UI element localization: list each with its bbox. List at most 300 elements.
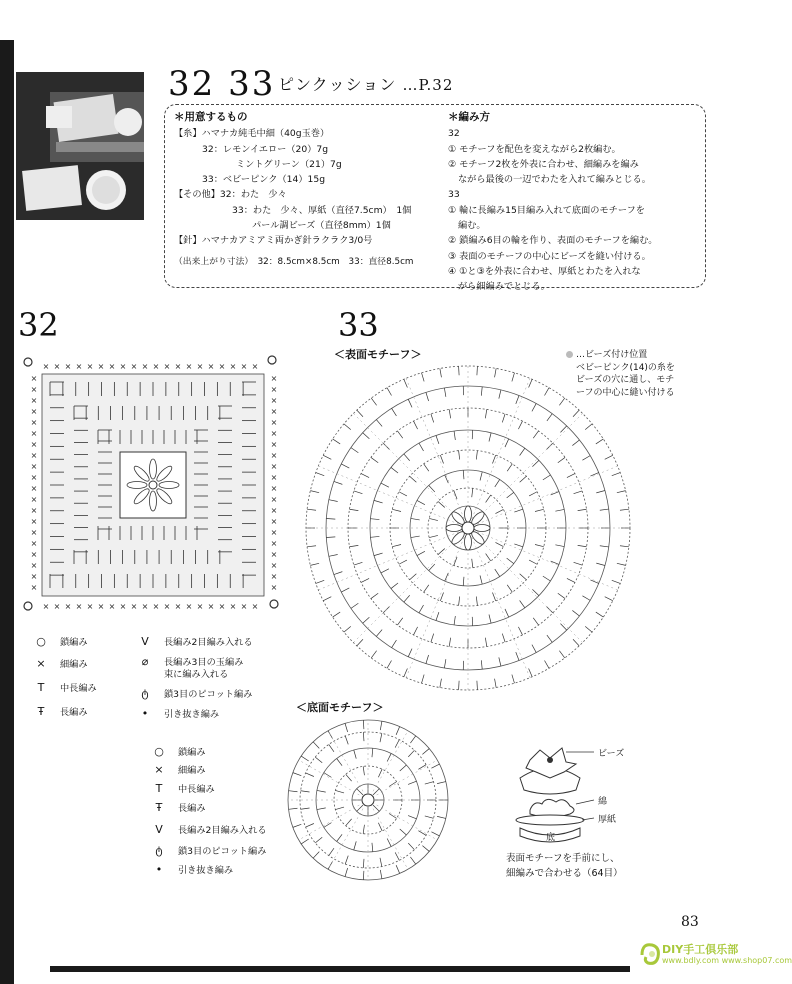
sc-mark: × xyxy=(119,602,127,611)
stitch-line xyxy=(426,392,429,401)
stitch-line xyxy=(376,420,382,427)
stitch-line xyxy=(518,421,522,429)
stitch-line xyxy=(316,580,324,583)
instruction-line: ④ ①と③を外表に合わせ、厚紙とわたを入れな xyxy=(448,265,641,277)
stitch-line xyxy=(585,424,592,430)
stitch-line xyxy=(547,635,552,642)
stitch-line xyxy=(532,460,539,466)
diagram-label-32: 32 xyxy=(18,306,59,344)
sc-mark: × xyxy=(97,602,105,611)
sc-mark: × xyxy=(207,362,215,371)
stitch-line xyxy=(459,681,460,690)
stitch-line xyxy=(345,868,348,877)
stitch-line xyxy=(573,410,579,417)
center-ring xyxy=(149,481,157,489)
sc-mark: × xyxy=(30,484,38,493)
instruction-line: ② 鎖編み6目の輪を作り、表面のモチーフを編む。 xyxy=(448,235,658,247)
stitch-line xyxy=(354,841,356,850)
stitch-line xyxy=(392,408,397,416)
stitch-line xyxy=(436,435,439,444)
sc-mark: × xyxy=(30,407,38,416)
spoke-line xyxy=(368,731,408,800)
sc-mark: × xyxy=(30,572,38,581)
stitch-line xyxy=(502,414,505,423)
stitch-line xyxy=(582,596,590,601)
stitch-line xyxy=(535,545,544,547)
sc-mark: × xyxy=(270,572,278,581)
stitch-line xyxy=(370,519,379,520)
stitch-line xyxy=(499,657,501,666)
stitch-line xyxy=(361,474,369,478)
stitch-line xyxy=(337,834,342,841)
sc-mark: × xyxy=(270,561,278,570)
materials-line: 【その他】32：わた 少々 xyxy=(174,189,287,201)
stitch-line xyxy=(378,769,382,777)
stitch-line xyxy=(436,612,439,621)
stitch-line xyxy=(424,464,429,471)
stitch-line xyxy=(532,645,536,653)
stitch-line xyxy=(329,554,338,556)
sc-mark: × xyxy=(270,374,278,383)
scan-margin xyxy=(0,0,750,40)
sc-mark: × xyxy=(270,451,278,460)
stitch-line xyxy=(344,626,351,632)
stitch-line xyxy=(520,574,527,580)
stitch-line xyxy=(459,596,460,605)
watermark xyxy=(640,937,792,981)
slip-stitch-symbol: • xyxy=(155,862,163,876)
materials-line: 【糸】ハマナカ純毛中細（40g玉巻） xyxy=(174,128,330,140)
stitch-line xyxy=(578,545,587,546)
spoke-line xyxy=(468,528,583,643)
stitch-line xyxy=(341,464,349,468)
watermark-url: www.bdly.com www.shop07.com xyxy=(662,956,792,965)
page-title: 32 33 xyxy=(168,64,276,104)
sc-mark: × xyxy=(119,362,127,371)
stitch-line xyxy=(516,395,519,403)
stitch-line xyxy=(477,366,478,375)
stitch-line xyxy=(440,679,442,688)
sc-mark: × xyxy=(75,362,83,371)
stitch-line xyxy=(529,560,537,564)
stitch-line xyxy=(520,476,527,482)
stitch-line xyxy=(404,595,410,602)
instruction-line: ① モチーフを配色を変えながら2枚編む。 xyxy=(448,143,621,155)
stitch-line xyxy=(437,816,446,818)
sc-mark: × xyxy=(75,602,83,611)
sc-mark: × xyxy=(270,506,278,515)
stitch-line xyxy=(351,603,358,608)
stitch-line xyxy=(572,610,579,616)
stitch-line xyxy=(372,748,373,757)
stitch-line xyxy=(371,457,378,462)
stitch-line xyxy=(301,839,309,844)
spoke-line xyxy=(368,800,408,869)
sc-mark: × xyxy=(30,506,38,515)
stitch-line xyxy=(417,551,425,555)
sc-mark: × xyxy=(174,362,182,371)
stitch-line xyxy=(391,467,398,473)
stitch-line xyxy=(307,509,316,510)
stitch-line xyxy=(363,859,364,868)
stitch-line xyxy=(349,545,358,546)
stitch-line xyxy=(617,491,626,493)
stitch-line xyxy=(505,609,509,617)
stitch-line xyxy=(310,491,319,493)
sc-mark: × xyxy=(64,602,72,611)
stitch-line xyxy=(381,483,389,487)
stitch-line xyxy=(507,464,512,471)
stitch-line xyxy=(480,576,482,585)
sc-mark: × xyxy=(30,539,38,548)
stitch-line xyxy=(585,626,592,632)
diagram-label-33: 33 xyxy=(338,306,379,344)
double-crochet-symbol: Ŧ xyxy=(155,800,163,814)
stitch-line xyxy=(399,560,407,564)
stitch-line xyxy=(301,808,310,809)
sc-mark: × xyxy=(240,362,248,371)
stitch-line xyxy=(444,659,445,668)
stitch-line xyxy=(495,542,503,546)
legend-32-a xyxy=(32,632,142,718)
top-motif-graphics xyxy=(306,366,630,690)
stitch-line xyxy=(567,578,575,582)
stitch-line xyxy=(600,509,609,510)
sc-mark: × xyxy=(30,550,38,559)
stitch-line xyxy=(371,593,378,598)
stitch-line xyxy=(408,750,414,757)
stitch-line xyxy=(486,495,491,502)
stitch-line xyxy=(555,545,564,547)
stitch-line xyxy=(620,509,629,510)
legend-label: 中長編み xyxy=(178,784,215,795)
stitch-line xyxy=(378,823,382,831)
stitch-line xyxy=(396,727,400,735)
stitch-line xyxy=(392,545,401,547)
sc-mark: × xyxy=(163,362,171,371)
stitch-line xyxy=(489,614,491,623)
assembly-diagram xyxy=(506,738,646,848)
stitch-line xyxy=(518,627,522,635)
stitch-line xyxy=(596,563,605,565)
stitch-line xyxy=(363,732,364,741)
stitch-line xyxy=(429,535,438,537)
sc-mark: × xyxy=(30,429,38,438)
stitch-line xyxy=(454,431,455,440)
materials-line: 33：わた 少々、厚紙（直径7.5cm） 1個 xyxy=(232,204,412,216)
petal-mark xyxy=(446,525,462,532)
two-double-symbol: V xyxy=(155,822,163,836)
stitch-line xyxy=(545,388,550,396)
sc-mark: × xyxy=(130,362,138,371)
sc-mark: × xyxy=(270,495,278,504)
bottom-motif-chart xyxy=(284,716,452,884)
materials-line: 32：レモンイエロー（20）7g xyxy=(202,143,329,155)
stitch-line xyxy=(617,563,626,565)
stitch-line xyxy=(596,612,604,617)
sc-mark: × xyxy=(30,495,38,504)
watermark-logo-icon xyxy=(640,941,662,967)
stitch-line xyxy=(357,639,363,646)
stitch-line xyxy=(345,856,348,864)
stitch-line xyxy=(354,750,356,759)
stitch-line xyxy=(558,457,565,462)
sc-mark: × xyxy=(270,583,278,592)
stitch-line xyxy=(572,440,579,446)
stitch-line xyxy=(463,577,464,586)
stitch-line xyxy=(387,661,392,669)
stitch-line xyxy=(507,585,512,592)
stitch-line xyxy=(301,756,309,761)
stitch-line xyxy=(495,679,497,688)
stitch-line xyxy=(422,749,429,755)
materials-line: 33：ベビーピンク（14）15g xyxy=(202,174,326,186)
picot-symbol: ტ xyxy=(141,686,149,700)
sc-mark: × xyxy=(196,362,204,371)
stitch-line xyxy=(507,558,514,564)
sc-mark: × xyxy=(270,473,278,482)
sc-mark: × xyxy=(53,362,61,371)
watermark-text: DIY手工俱乐部 xyxy=(662,943,739,956)
stitch-line xyxy=(532,403,536,411)
stitch-line xyxy=(410,857,415,864)
stitch-line xyxy=(600,546,609,547)
stitch-line xyxy=(529,379,533,387)
materials-line: 【針】ハマナカアミアミ両かぎ針ラクラク3/0号 xyxy=(174,235,373,247)
instruction-line: がら細編みでとじる。 xyxy=(458,281,550,293)
square-chart-graphics xyxy=(24,356,278,611)
sc-mark: × xyxy=(270,484,278,493)
picot-symbol: ტ xyxy=(155,843,163,857)
legend-label: 鎖編み xyxy=(60,637,88,648)
petal-mark xyxy=(474,525,490,532)
stitch-line xyxy=(334,481,343,484)
stitch-line xyxy=(449,409,450,418)
spoke-line xyxy=(468,528,618,590)
corner-chain-mark xyxy=(270,600,278,608)
stitch-line xyxy=(387,753,391,761)
stitch-line xyxy=(410,574,417,580)
sc-mark: × xyxy=(229,362,237,371)
sc-mark: × xyxy=(218,362,226,371)
stitch-line xyxy=(560,624,566,630)
legend-33 xyxy=(150,742,300,882)
instruction-line: ③ 表面のモチーフの中心にビーズを縫い付ける。 xyxy=(448,250,651,262)
stitch-line xyxy=(529,668,533,676)
stitch-line xyxy=(335,790,344,793)
stitch-line xyxy=(512,373,515,382)
sc-mark: × xyxy=(30,517,38,526)
legend-label: 中長編み xyxy=(60,683,97,694)
stitch-line xyxy=(543,475,551,480)
single-crochet-symbol: × xyxy=(36,656,46,670)
two-double-symbol: V xyxy=(141,634,149,648)
stitch-line xyxy=(329,744,334,751)
stitch-line xyxy=(371,398,376,405)
stitch-line xyxy=(326,537,335,538)
stitch-line xyxy=(417,500,425,504)
stitch-line xyxy=(486,554,491,561)
stitch-line xyxy=(422,675,425,684)
stitch-line xyxy=(399,492,407,496)
sc-mark: × xyxy=(185,602,193,611)
single-crochet-symbol: × xyxy=(154,762,164,776)
legend-label: 鎖3目のピコット編み xyxy=(178,846,267,857)
stitch-line xyxy=(547,414,552,421)
stitch-line xyxy=(306,824,314,828)
stitch-line xyxy=(454,616,455,625)
stitch-line xyxy=(337,759,342,766)
sc-mark: × xyxy=(30,583,38,592)
stitch-line xyxy=(532,589,539,595)
stitch-line xyxy=(380,721,382,730)
stitch-line xyxy=(574,562,583,565)
stitch-line xyxy=(485,409,486,418)
stitch-line xyxy=(408,649,412,657)
sc-mark: × xyxy=(240,602,248,611)
stitch-line xyxy=(429,485,435,492)
spoke-line xyxy=(328,800,368,869)
stitch-line xyxy=(426,655,429,664)
stitch-line xyxy=(410,736,415,743)
top-motif-chart xyxy=(298,358,638,698)
stitch-line xyxy=(499,390,501,399)
stitch-line xyxy=(596,439,604,444)
stitch-line xyxy=(392,509,401,511)
spoke-line xyxy=(468,466,618,528)
stitch-line xyxy=(463,470,464,479)
stitch-line xyxy=(529,492,537,496)
sc-mark: × xyxy=(108,362,116,371)
sc-mark: × xyxy=(64,362,72,371)
stitch-line xyxy=(514,544,523,547)
stitch-line xyxy=(408,781,416,784)
corner-chain-mark xyxy=(268,356,276,364)
legend-32-b xyxy=(136,632,286,722)
assembly-note-line: 細編みで合わせる（64目） xyxy=(506,868,623,879)
stitch-line xyxy=(485,638,486,647)
stitch-line xyxy=(380,870,382,879)
sc-mark: × xyxy=(30,561,38,570)
stitch-line xyxy=(514,509,523,512)
sc-mark: × xyxy=(185,362,193,371)
stitch-line xyxy=(438,549,445,555)
petal-mark xyxy=(150,491,157,511)
stitch-line xyxy=(429,564,435,571)
materials-line: パール調ビーズ（直径8mm）1個 xyxy=(252,220,391,232)
stitch-line xyxy=(495,569,500,577)
spoke-line xyxy=(368,800,437,840)
stitch-line xyxy=(392,640,397,648)
legend-label: 長編み xyxy=(178,803,206,814)
stitch-line xyxy=(419,605,424,613)
legend-label: 引き抜き編み xyxy=(164,709,220,720)
stitch-line xyxy=(370,536,379,537)
materials-heading: ＊用意するもの xyxy=(174,111,248,123)
sc-mark: × xyxy=(130,602,138,611)
stitch-line xyxy=(363,766,364,775)
stitch-line xyxy=(301,791,310,792)
bottom-motif-graphics xyxy=(288,720,448,880)
stitch-line xyxy=(408,816,416,819)
sc-mark: × xyxy=(30,440,38,449)
spoke-line xyxy=(318,528,468,590)
stitch-line xyxy=(605,597,613,601)
stitch-line xyxy=(411,536,420,537)
bead-note-line: ーフの中心に縫い付ける xyxy=(576,387,675,398)
stitch-line xyxy=(533,618,538,625)
stitch-line xyxy=(346,819,352,826)
sc-mark: × xyxy=(270,550,278,559)
finished-size-note: （出来上がり寸法） 32：8.5cm×8.5cm 33：直径8.5cm xyxy=(174,256,414,267)
stitch-line xyxy=(349,509,358,510)
stitch-line xyxy=(316,473,324,476)
stitch-line xyxy=(505,439,509,447)
stitch-line xyxy=(404,668,408,676)
stitch-line xyxy=(334,572,343,575)
assembly-illustration xyxy=(506,738,646,848)
stitch-line xyxy=(596,490,605,492)
half-double-symbol: T xyxy=(37,680,45,694)
stitch-line xyxy=(333,612,341,617)
bobble-symbol: ⌀ xyxy=(141,654,149,668)
stitch-line xyxy=(374,553,383,556)
stitch-line xyxy=(502,634,505,643)
stitch-line xyxy=(444,388,445,397)
petal-mark xyxy=(150,459,157,479)
stitch-line xyxy=(315,837,322,843)
stitch-line xyxy=(507,492,514,498)
stitch-line xyxy=(472,488,473,497)
subtitle-text: ピンクッション xyxy=(278,75,397,94)
double-crochet-symbol: Ŧ xyxy=(37,704,45,718)
stitch-line xyxy=(363,825,364,834)
stitch-line xyxy=(431,764,439,768)
stitch-line xyxy=(567,474,575,478)
sc-mark: × xyxy=(270,517,278,526)
stitch-line xyxy=(374,500,383,503)
legend-label: 鎖3目のピコット編み xyxy=(164,689,253,700)
legend-label: 束に編み入れる xyxy=(164,669,229,680)
stitch-line xyxy=(476,451,477,460)
petal-mark xyxy=(127,482,147,489)
stitch-line xyxy=(326,519,335,520)
stitch-line xyxy=(323,455,331,459)
stitch-line xyxy=(495,479,500,487)
stitch-line xyxy=(411,518,420,519)
stitch-line xyxy=(345,736,348,744)
sc-mark: × xyxy=(152,602,160,611)
stitch-line xyxy=(404,454,410,461)
sc-mark: × xyxy=(97,362,105,371)
stitch-line xyxy=(323,597,331,601)
instructions-heading: ＊編み方 xyxy=(448,111,490,123)
legend-label: 鎖編み xyxy=(178,747,206,758)
stitch-line xyxy=(397,431,402,438)
cardboard-label: 厚紙 xyxy=(598,815,617,825)
sc-mark: × xyxy=(42,362,50,371)
stitch-line xyxy=(440,368,442,377)
stitch-line xyxy=(431,414,434,423)
square-motif-chart xyxy=(16,348,296,618)
stitch-line xyxy=(317,790,326,792)
stitch-line xyxy=(387,838,391,846)
sc-mark: × xyxy=(270,396,278,405)
stitch-line xyxy=(472,559,473,568)
sc-mark: × xyxy=(86,362,94,371)
stitch-line xyxy=(573,639,579,646)
stitch-line xyxy=(422,846,429,852)
